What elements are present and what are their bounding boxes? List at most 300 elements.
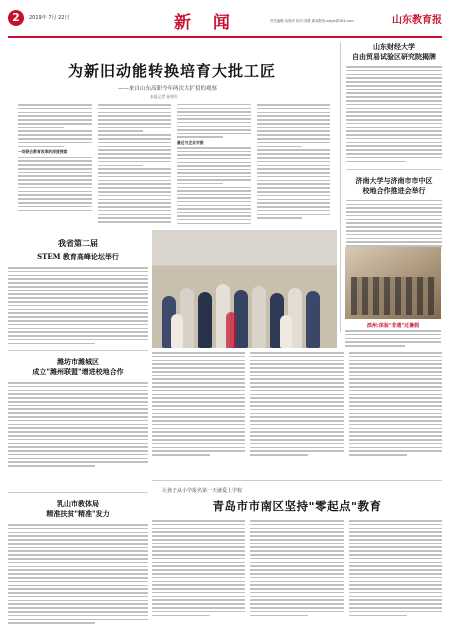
text-line (349, 454, 407, 456)
text-line (349, 599, 442, 601)
text-line (8, 301, 148, 303)
stem-headline-2: STEM 教育高峰论坛举行 (37, 252, 119, 261)
text-line (250, 405, 343, 407)
text-line (257, 202, 331, 204)
page-number-badge: 2 (8, 10, 24, 26)
text-line (8, 271, 148, 273)
text-line (250, 554, 343, 556)
text-line (8, 316, 148, 318)
text-line (152, 550, 245, 552)
text-line (349, 356, 442, 358)
text-line (18, 127, 64, 129)
weifang-headline (8, 357, 148, 377)
text-line (152, 405, 245, 407)
text-line (349, 569, 442, 571)
text-line (250, 581, 343, 583)
text-line (349, 375, 442, 377)
text-line (152, 352, 245, 354)
text-line (98, 210, 172, 212)
text-line (8, 397, 148, 399)
text-line (8, 532, 148, 534)
text-line (345, 341, 441, 343)
text-line (177, 162, 251, 163)
text-line (250, 592, 343, 594)
text-line (98, 168, 172, 170)
photo-caption-body (345, 330, 441, 347)
story-column (250, 352, 343, 470)
text-line (346, 226, 442, 228)
story-column (250, 520, 343, 628)
text-line (257, 146, 303, 148)
text-line (257, 210, 331, 212)
text-line (257, 127, 331, 129)
text-line (152, 543, 245, 545)
text-line (349, 386, 442, 388)
text-line (8, 619, 148, 621)
text-line (346, 207, 442, 209)
text-line (177, 187, 251, 188)
text-line (8, 278, 148, 280)
story-column (152, 520, 245, 628)
text-line (98, 202, 172, 204)
text-line (250, 607, 343, 609)
right-story-headline (346, 176, 442, 196)
text-line (152, 382, 245, 384)
text-line (349, 603, 442, 605)
text-line (257, 119, 331, 121)
text-line (152, 409, 245, 411)
text-line (346, 219, 442, 221)
headline-line: 自由贸易试验区研究院揭牌 (352, 52, 436, 61)
text-line (349, 447, 442, 449)
text-line (8, 267, 148, 269)
text-line (257, 134, 331, 136)
text-line (177, 136, 223, 137)
text-line (8, 465, 95, 467)
lead-headline: 为新旧动能转换培育大批工匠 (68, 62, 277, 80)
text-line (152, 454, 210, 456)
text-line (8, 297, 148, 299)
text-line (8, 390, 148, 392)
text-line (8, 435, 148, 437)
editor-meta: 责任编辑:吴海岸 校对:刘慧 新闻报线:sdjyb@163.com (270, 19, 354, 23)
text-line (18, 146, 64, 148)
text-line (98, 183, 172, 185)
text-line (8, 320, 148, 322)
text-line (257, 108, 331, 110)
text-line (349, 577, 442, 579)
text-line (346, 204, 442, 206)
text-line (177, 111, 251, 112)
text-line (346, 130, 442, 132)
text-line (152, 435, 245, 437)
text-line (250, 375, 343, 377)
text-line (98, 191, 172, 193)
text-line (8, 600, 148, 602)
text-line (152, 378, 245, 380)
text-line (8, 450, 148, 452)
text-line (177, 215, 251, 216)
text-line (152, 531, 245, 533)
text-line (250, 416, 343, 418)
text-line (177, 158, 251, 159)
text-line (349, 562, 442, 564)
text-line (250, 371, 343, 373)
text-line (8, 393, 148, 395)
text-line (152, 588, 245, 590)
text-line (346, 74, 442, 76)
lead-body (18, 104, 330, 224)
text-line (349, 382, 442, 384)
text-line (98, 217, 172, 219)
text-line (177, 104, 251, 105)
text-line (349, 367, 442, 369)
text-line (250, 394, 343, 396)
headline-line: 山东财经大学 (373, 42, 415, 51)
text-line (346, 92, 442, 94)
text-line (177, 133, 251, 134)
text-line (250, 539, 343, 541)
text-line (346, 77, 442, 79)
text-line (349, 390, 442, 392)
text-line (8, 312, 148, 314)
text-line (8, 458, 148, 460)
text-line (257, 104, 331, 106)
text-line (349, 528, 442, 530)
text-line (250, 531, 343, 533)
text-line (257, 161, 331, 163)
issue-date: 2019年 7月 22日 (29, 15, 70, 21)
text-line (8, 566, 148, 568)
text-line (152, 573, 245, 575)
text-line (152, 394, 245, 396)
text-line (250, 386, 343, 388)
text-line (8, 386, 148, 388)
text-line (250, 528, 343, 530)
text-line (8, 535, 148, 537)
text-line (349, 581, 442, 583)
text-line (349, 352, 442, 354)
text-line (98, 149, 172, 151)
text-line (250, 565, 343, 567)
text-line (346, 89, 442, 91)
text-line (250, 397, 343, 399)
text-line (250, 420, 343, 422)
text-line (177, 147, 251, 148)
text-line (349, 550, 442, 552)
text-line (8, 324, 148, 326)
text-line (346, 108, 442, 110)
text-line (349, 409, 442, 411)
text-line (18, 191, 92, 193)
text-line (349, 584, 442, 586)
text-line (250, 360, 343, 362)
stem-headline-1: 我省第二届 (58, 238, 98, 248)
text-line (346, 145, 442, 147)
text-line (152, 554, 245, 556)
text-line (250, 577, 343, 579)
paper-logo: 山东教育报 (392, 15, 442, 26)
text-line (177, 208, 251, 209)
text-line (177, 212, 251, 213)
text-line (257, 180, 331, 182)
text-line (257, 217, 303, 219)
text-line (177, 201, 251, 202)
text-line (177, 194, 251, 195)
text-line (18, 138, 92, 140)
text-line (346, 238, 442, 240)
text-line (152, 615, 210, 617)
text-line (257, 112, 331, 114)
text-line (349, 558, 442, 560)
section-title: 新 闻 (174, 13, 238, 33)
text-line (177, 115, 251, 116)
stem-body (8, 267, 148, 344)
text-line (8, 424, 148, 426)
text-line (346, 115, 442, 117)
text-line (349, 424, 442, 426)
text-line (152, 356, 245, 358)
text-line (8, 328, 148, 330)
text-line (250, 450, 343, 452)
text-line (98, 206, 172, 208)
text-line (18, 108, 92, 110)
text-line (250, 543, 343, 545)
right-story-headline (346, 42, 442, 62)
text-line (250, 603, 343, 605)
text-line (8, 558, 148, 560)
text-line (98, 119, 172, 121)
text-line (18, 157, 92, 159)
text-line (8, 461, 148, 463)
text-line (98, 180, 172, 182)
text-line (177, 183, 223, 184)
text-line (250, 431, 343, 433)
text-line (250, 382, 343, 384)
text-line (152, 592, 245, 594)
text-line (346, 138, 442, 140)
text-line (346, 104, 442, 106)
weifang-body (8, 382, 148, 467)
text-line (349, 394, 442, 396)
text-line (349, 443, 442, 445)
headline-line: 校地合作推进会举行 (362, 185, 426, 195)
text-line (152, 539, 245, 541)
text-line (349, 371, 442, 373)
text-line (257, 183, 331, 185)
text-line (349, 435, 442, 437)
text-line (250, 424, 343, 426)
text-line (257, 153, 331, 155)
lead-subheadline: ——来自山东高职今年两次大扩招的观察 (118, 86, 218, 92)
text-line (8, 416, 148, 418)
text-line (152, 413, 245, 415)
text-line (8, 615, 148, 617)
text-line (8, 528, 148, 530)
text-line (257, 214, 331, 216)
text-line (349, 524, 442, 526)
text-line (257, 191, 331, 193)
text-line (346, 96, 442, 98)
text-line (346, 111, 442, 113)
text-line (18, 115, 92, 117)
text-line (8, 431, 148, 433)
text-line (152, 390, 245, 392)
headline-line: 精准扶贫"精准"发力 (46, 509, 110, 518)
text-line (98, 123, 172, 125)
text-line (8, 543, 148, 545)
lead-byline: 本报记者 孙海军 (150, 94, 178, 99)
text-line (346, 230, 442, 232)
text-line (177, 122, 251, 123)
text-line (8, 335, 148, 337)
text-line (18, 104, 92, 106)
text-line (257, 172, 331, 174)
text-line (8, 454, 148, 456)
text-line (18, 172, 92, 174)
weifang-story (8, 350, 148, 480)
text-line (152, 360, 245, 362)
text-line (8, 408, 148, 410)
lead-column (98, 104, 172, 224)
masthead (8, 8, 442, 38)
text-line (177, 154, 251, 155)
text-line (349, 416, 442, 418)
text-line (98, 172, 172, 174)
text-line (152, 611, 245, 613)
text-line (98, 157, 172, 159)
text-line (177, 165, 251, 166)
text-line (250, 401, 343, 403)
text-line (177, 179, 251, 180)
text-line (177, 129, 251, 130)
text-line (8, 405, 148, 407)
text-line (8, 577, 148, 579)
text-line (18, 179, 92, 181)
text-line (346, 234, 442, 236)
text-line (346, 134, 442, 136)
text-line (98, 161, 172, 163)
text-line (8, 290, 148, 292)
text-line (152, 528, 245, 530)
text-line (8, 446, 148, 448)
text-line (8, 382, 148, 384)
text-line (152, 599, 245, 601)
text-line (349, 543, 442, 545)
text-line (250, 435, 343, 437)
text-line (250, 454, 308, 456)
stem-story (8, 238, 148, 348)
lead-story (8, 42, 333, 227)
text-line (346, 215, 442, 217)
text-line (98, 104, 172, 106)
text-line (8, 588, 148, 590)
text-line (349, 520, 442, 522)
text-line (250, 596, 343, 598)
text-line (257, 130, 331, 132)
text-line (152, 524, 245, 526)
text-line (177, 118, 251, 119)
headline-line: 成立"潍州联盟"增进校地合作 (32, 367, 124, 376)
text-line (346, 222, 442, 224)
text-line (152, 375, 245, 377)
qingdao-headline: 青岛市市南区坚持"零起点"教育 (212, 499, 382, 513)
story-column (349, 352, 442, 470)
text-line (8, 562, 148, 564)
text-line (250, 535, 343, 537)
text-line (98, 142, 172, 144)
text-line (257, 176, 331, 178)
text-line (18, 202, 92, 204)
lead-column (177, 104, 251, 224)
headline-line: 乳山市教体局 (57, 499, 99, 508)
text-line (98, 214, 172, 216)
text-line (98, 130, 144, 132)
text-line (250, 524, 343, 526)
text-line (250, 409, 343, 411)
text-line (250, 356, 343, 358)
qingdao-body (152, 520, 442, 628)
text-line (152, 443, 245, 445)
lead-column (18, 104, 92, 224)
text-line (152, 596, 245, 598)
text-line (346, 142, 442, 144)
story-column (349, 520, 442, 628)
photo-intangible-heritage (345, 247, 441, 319)
text-line (349, 378, 442, 380)
text-line (8, 331, 148, 333)
text-line (98, 146, 172, 148)
text-line (177, 197, 251, 198)
text-line (152, 363, 245, 365)
text-line (152, 569, 245, 571)
text-line (250, 363, 343, 365)
text-line (177, 176, 251, 177)
text-line (18, 175, 92, 177)
text-line (250, 615, 308, 617)
text-line (250, 546, 343, 548)
text-line (18, 119, 92, 121)
text-line (8, 569, 148, 571)
text-line (257, 138, 331, 140)
text-line (18, 187, 92, 189)
text-line (8, 309, 148, 311)
text-line (98, 176, 172, 178)
text-line (18, 160, 92, 162)
text-line (257, 115, 331, 117)
text-line (18, 194, 92, 196)
text-line (8, 305, 148, 307)
text-line (346, 157, 442, 159)
text-line (250, 520, 343, 522)
text-line (98, 195, 172, 197)
photo-students (152, 230, 337, 348)
text-line (8, 607, 148, 609)
text-line (152, 428, 245, 430)
text-line (346, 200, 442, 202)
text-line (250, 562, 343, 564)
text-line (349, 401, 442, 403)
text-line (177, 223, 251, 224)
text-line (152, 577, 245, 579)
text-line (152, 581, 245, 583)
rushan-story (8, 492, 148, 632)
headline-line: 潍坊市潍城区 (57, 357, 99, 366)
text-line (345, 338, 441, 340)
text-line (345, 334, 441, 336)
text-line (250, 573, 343, 575)
text-line (346, 153, 442, 155)
